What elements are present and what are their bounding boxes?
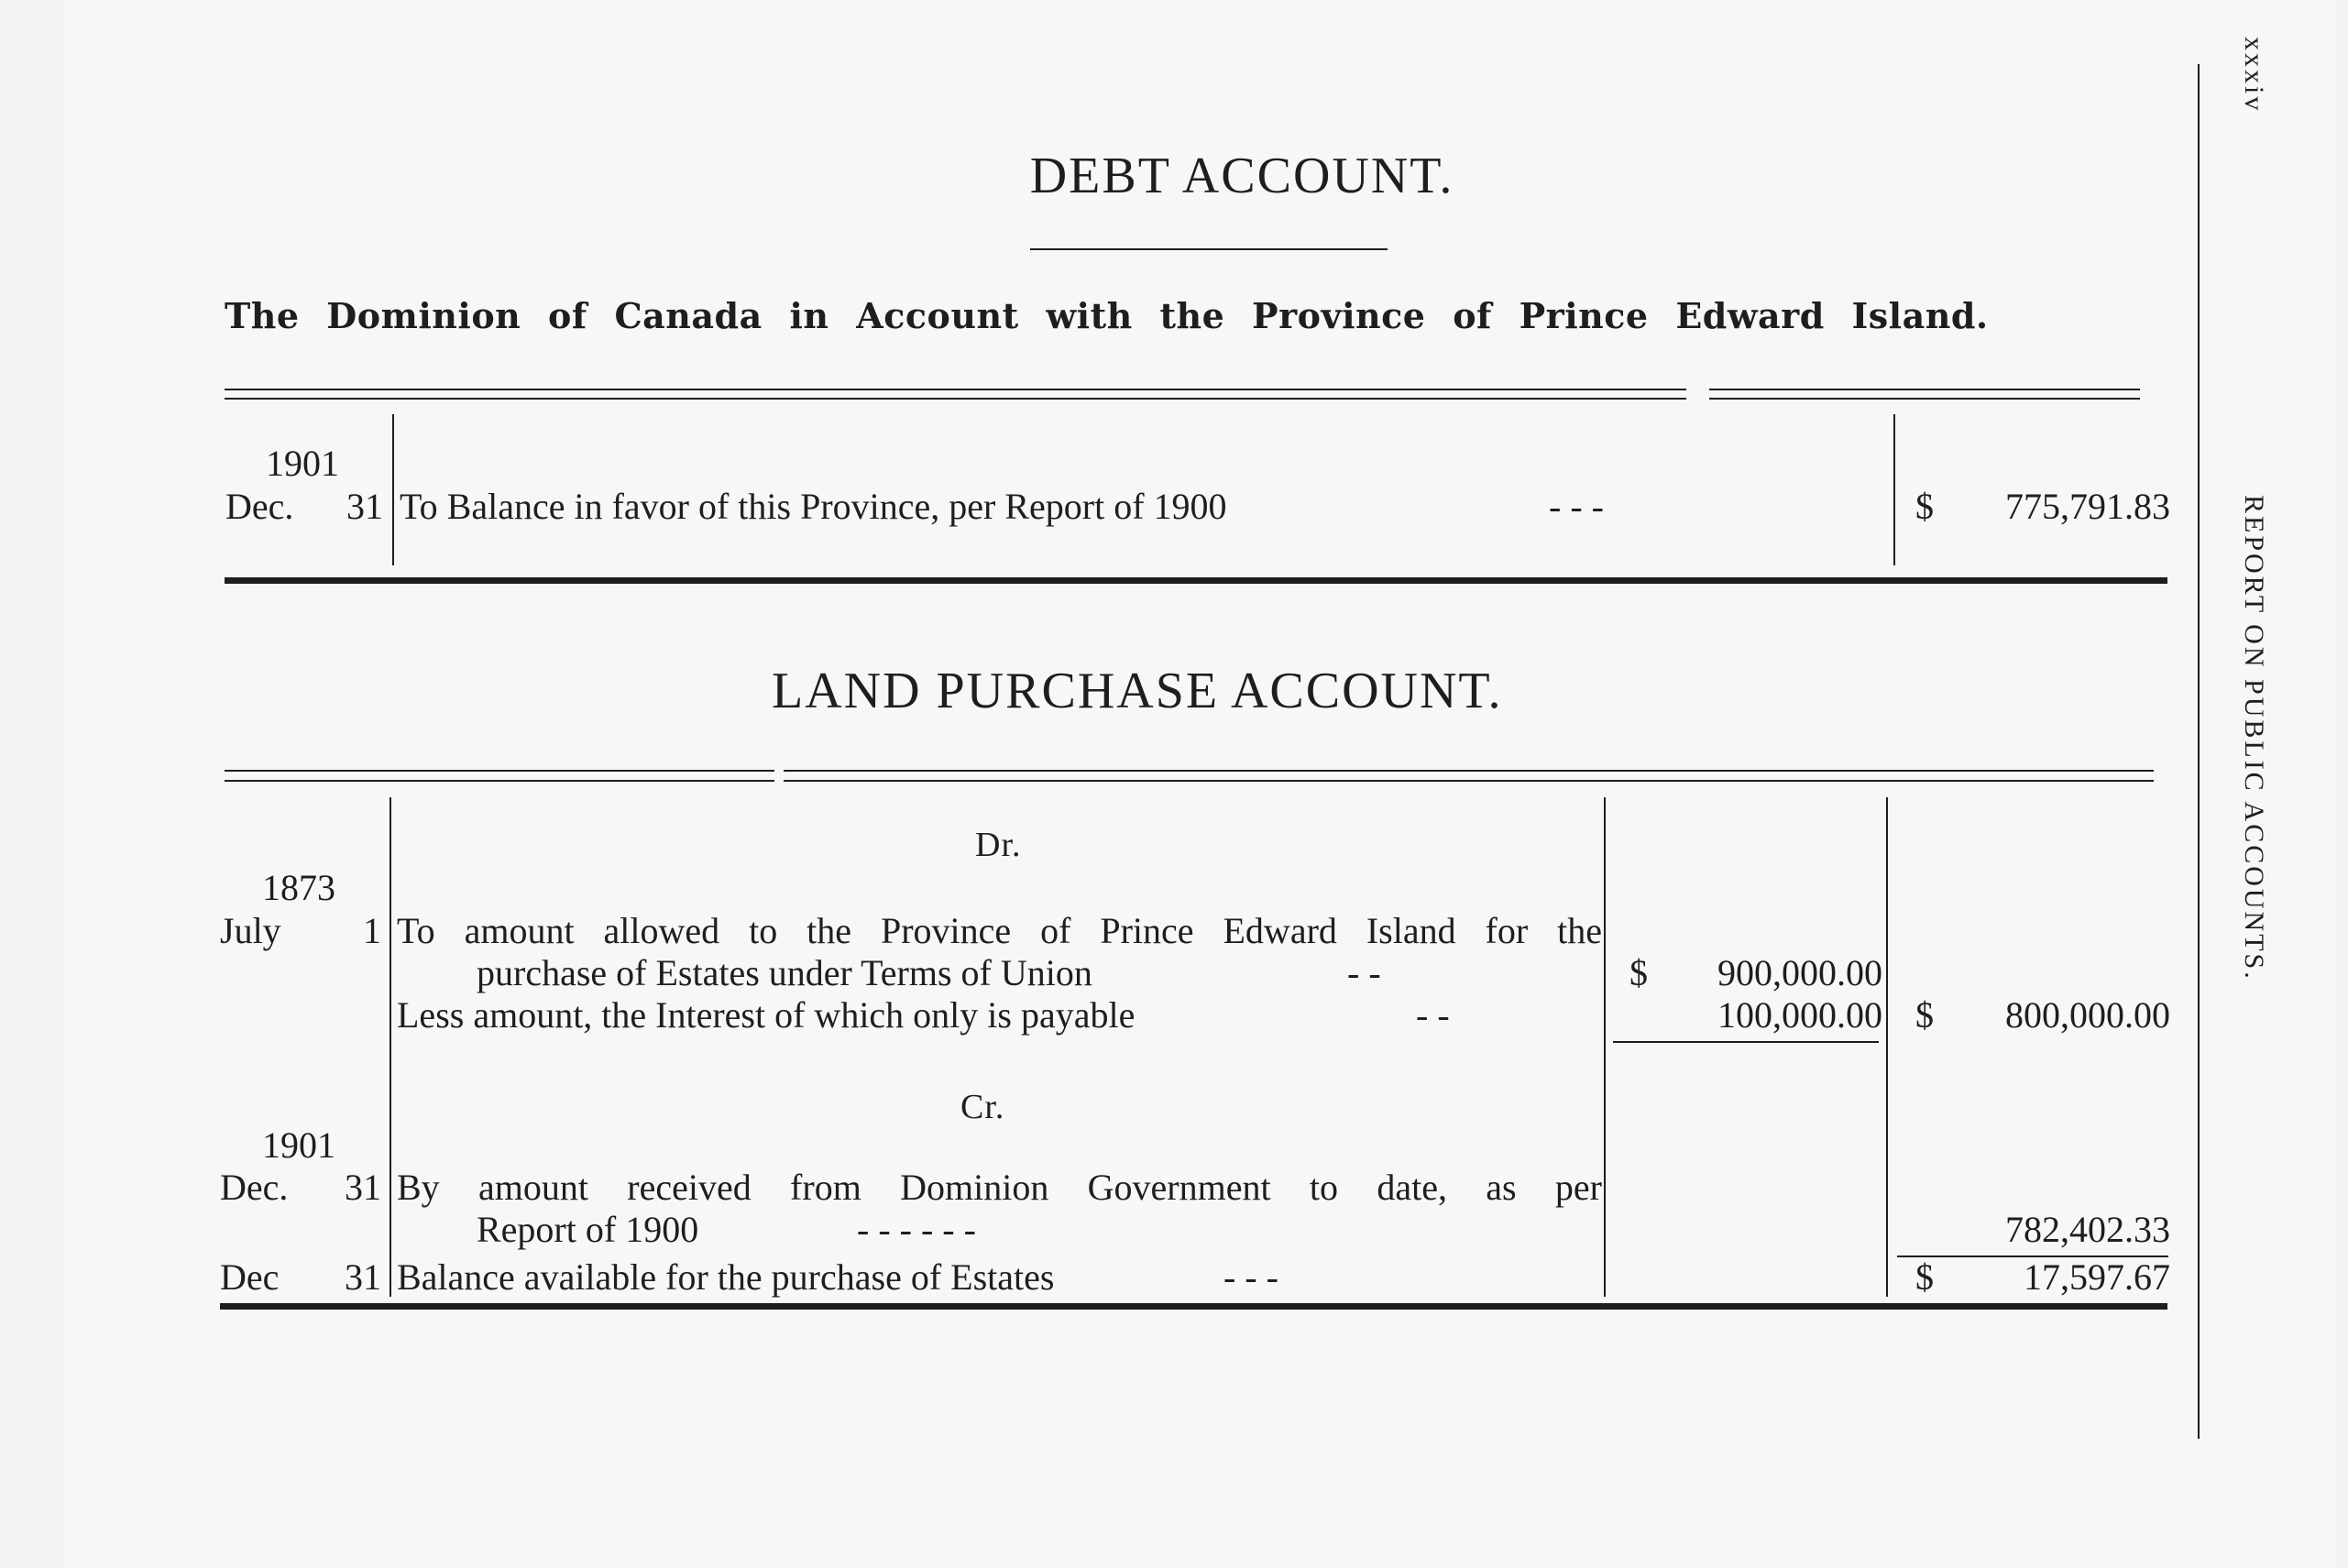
column-rule <box>392 414 394 565</box>
margin-rule <box>2198 64 2200 1439</box>
header-rule <box>784 770 2154 772</box>
column-rule <box>1604 797 1606 1297</box>
header-rule <box>225 770 774 772</box>
net-currency: $ <box>1915 994 1934 1036</box>
title-underline <box>1030 248 1388 250</box>
balance-month: Dec <box>220 1256 280 1298</box>
cr-line2-leaders: - - - - - - <box>857 1209 976 1250</box>
dr-line2-leaders: - - <box>1347 952 1381 993</box>
running-head: REPORT ON PUBLIC ACCOUNTS. <box>2239 495 2269 981</box>
debt-account-title: DEBT ACCOUNT. <box>1029 148 1454 204</box>
debt-month: Dec. <box>225 486 294 527</box>
cr-day: 31 <box>345 1167 381 1208</box>
dr-line1: To amount allowed to the Province of Prince Edward Island for the <box>397 910 1602 951</box>
amount2: 100,000.00 <box>1717 994 1882 1036</box>
dr-line2: purchase of Estates under Terms of Union <box>477 952 1092 993</box>
debt-year: 1901 <box>266 443 339 484</box>
section-rule <box>225 577 2167 584</box>
cr-amount: 782,402.33 <box>2005 1209 2170 1250</box>
debt-leaders: - - - <box>1549 486 1604 527</box>
balance-amount: 17,597.67 <box>2024 1256 2170 1298</box>
land-purchase-title: LAND PURCHASE ACCOUNT. <box>772 663 1503 719</box>
net-amount: 800,000.00 <box>2005 994 2170 1036</box>
header-rule <box>225 398 1686 400</box>
cr-label: Cr. <box>960 1088 1005 1126</box>
cr-year: 1901 <box>262 1124 335 1166</box>
column-rule <box>390 797 391 1297</box>
dr-line3-leaders: - - <box>1416 994 1450 1036</box>
balance-currency: $ <box>1915 1256 1934 1298</box>
dr-year: 1873 <box>262 867 335 908</box>
balance-description: Balance available for the purchase of Estates <box>397 1256 1055 1298</box>
dr-line3: Less amount, the Interest of which only is payable <box>397 994 1136 1036</box>
debt-currency: $ <box>1915 486 1934 527</box>
column-rule <box>1886 797 1888 1297</box>
header-rule <box>1709 389 2140 390</box>
debt-description: To Balance in favor of this Province, per Report of 1900 <box>400 486 1227 527</box>
debt-day: 31 <box>346 486 383 527</box>
subtotal-rule <box>1613 1041 1879 1043</box>
column-rule <box>1893 414 1895 565</box>
debt-account-subtitle: The Dominion of Canada in Account with the Province of Prince Edward Island. <box>225 295 1989 336</box>
amount1-currency: $ <box>1629 952 1648 993</box>
dr-day: 1 <box>363 910 381 951</box>
page <box>64 0 2337 1568</box>
balance-leaders: - - - <box>1223 1256 1278 1298</box>
cr-line1: By amount received from Dominion Government to date, as per <box>397 1167 1602 1208</box>
dr-label: Dr. <box>975 826 1022 864</box>
amount1: 900,000.00 <box>1717 952 1882 993</box>
cr-month: Dec. <box>220 1167 289 1208</box>
section-rule <box>220 1303 2167 1310</box>
header-rule <box>784 780 2154 782</box>
header-rule <box>1709 398 2140 400</box>
page-number: xxxiv <box>2239 37 2269 114</box>
cr-line2: Report of 1900 <box>477 1209 699 1250</box>
header-rule <box>225 780 774 782</box>
header-rule <box>225 389 1686 390</box>
debt-amount: 775,791.83 <box>2005 486 2170 527</box>
balance-day: 31 <box>345 1256 381 1298</box>
dr-month: July <box>220 910 281 951</box>
